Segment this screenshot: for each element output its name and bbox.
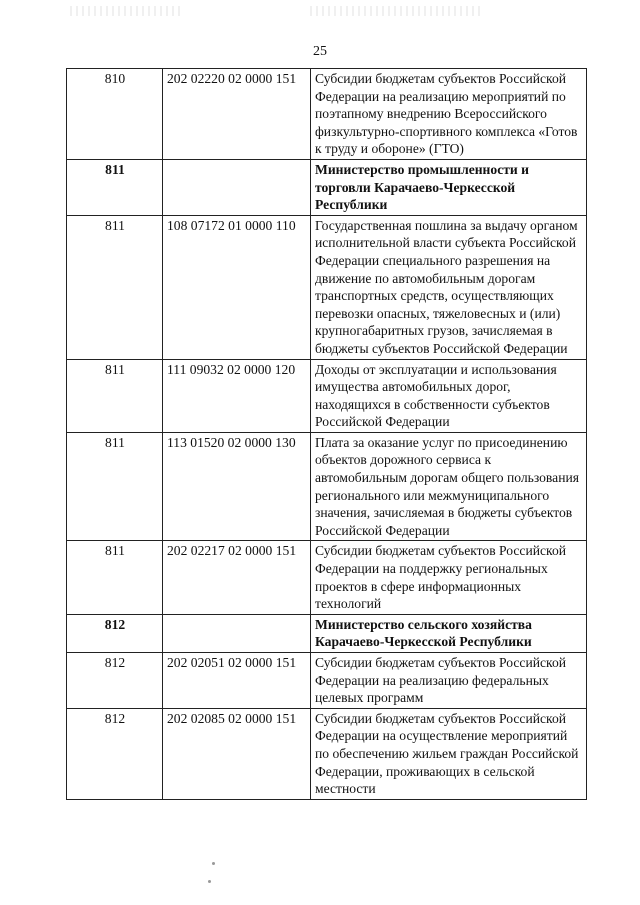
admin-code-cell: 810 xyxy=(67,69,163,160)
admin-code-cell: 811 xyxy=(67,541,163,614)
scan-noise-left xyxy=(70,6,180,16)
admin-code-cell: 812 xyxy=(67,653,163,709)
table-row xyxy=(67,653,587,709)
admin-code-cell: 812 xyxy=(67,708,163,799)
description-cell: Субсидии бюджетам субъектов Российской Федерации на реализацию федеральных целевых программ xyxy=(311,653,587,709)
description-cell: Субсидии бюджетам субъектов Российской Федерации на поддержку региональных проектов в сфере информационных технологий xyxy=(311,541,587,614)
table-row xyxy=(67,432,587,541)
revenue-codes-table xyxy=(66,68,587,800)
budget-code-cell: 202 02085 02 0000 151 xyxy=(163,708,311,799)
budget-code-cell: 113 01520 02 0000 130 xyxy=(163,432,311,541)
budget-code-cell: 108 07172 01 0000 110 xyxy=(163,215,311,359)
budget-code-cell: 202 02051 02 0000 151 xyxy=(163,653,311,709)
scan-noise-right xyxy=(310,6,480,16)
admin-code-cell: 811 xyxy=(67,359,163,432)
scan-speck xyxy=(212,862,215,865)
admin-code-cell: 811 xyxy=(67,215,163,359)
budget-code-cell xyxy=(163,159,311,215)
table-row xyxy=(67,541,587,614)
table-row-header xyxy=(67,159,587,215)
ministry-title-cell: Министерство промышленности и торговли Карачаево-Черкесской Республики xyxy=(311,159,587,215)
admin-code-cell: 811 xyxy=(67,432,163,541)
table-row-header xyxy=(67,614,587,652)
admin-code-cell: 812 xyxy=(67,614,163,652)
table-row xyxy=(67,215,587,359)
description-cell: Субсидии бюджетам субъектов Российской Федерации на осуществление мероприятий по обеспечению жильем граждан Российской Федерации, проживающих в сельской местности xyxy=(311,708,587,799)
description-cell: Субсидии бюджетам субъектов Российской Федерации на реализацию мероприятий по поэтапному внедрению Всероссийского физкультурно-спортивного комплекса «Готов к труду и обороне» (ГТО) xyxy=(311,69,587,160)
budget-code-cell: 202 02220 02 0000 151 xyxy=(163,69,311,160)
budget-code-cell xyxy=(163,614,311,652)
admin-code-cell: 811 xyxy=(67,159,163,215)
page-number: 25 xyxy=(313,44,327,59)
budget-code-cell: 111 09032 02 0000 120 xyxy=(163,359,311,432)
description-cell: Плата за оказание услуг по присоединению объектов дорожного сервиса к автомобильным дорогам общего пользования регионального или межмуниципального значения, зачисляемая в бюджеты субъектов Российской Федерации xyxy=(311,432,587,541)
ministry-title-cell: Министерство сельского хозяйства Карачаево-Черкесской Республики xyxy=(311,614,587,652)
table-row xyxy=(67,708,587,799)
table-row xyxy=(67,359,587,432)
table-row xyxy=(67,69,587,160)
budget-code-cell: 202 02217 02 0000 151 xyxy=(163,541,311,614)
table-body xyxy=(67,69,587,800)
description-cell: Доходы от эксплуатации и использования имущества автомобильных дорог, находящихся в собственности субъектов Российской Федерации xyxy=(311,359,587,432)
scan-speck xyxy=(208,880,211,883)
description-cell: Государственная пошлина за выдачу органом исполнительной власти субъекта Российской Федерации специального разрешения на движение по автомобильным дорогам транспортных средств, осуществляющих перевозки опасных, тяжеловесных и (или) крупногабаритных грузов, зачисляемая в бюджеты субъектов Российской Федерации xyxy=(311,215,587,359)
